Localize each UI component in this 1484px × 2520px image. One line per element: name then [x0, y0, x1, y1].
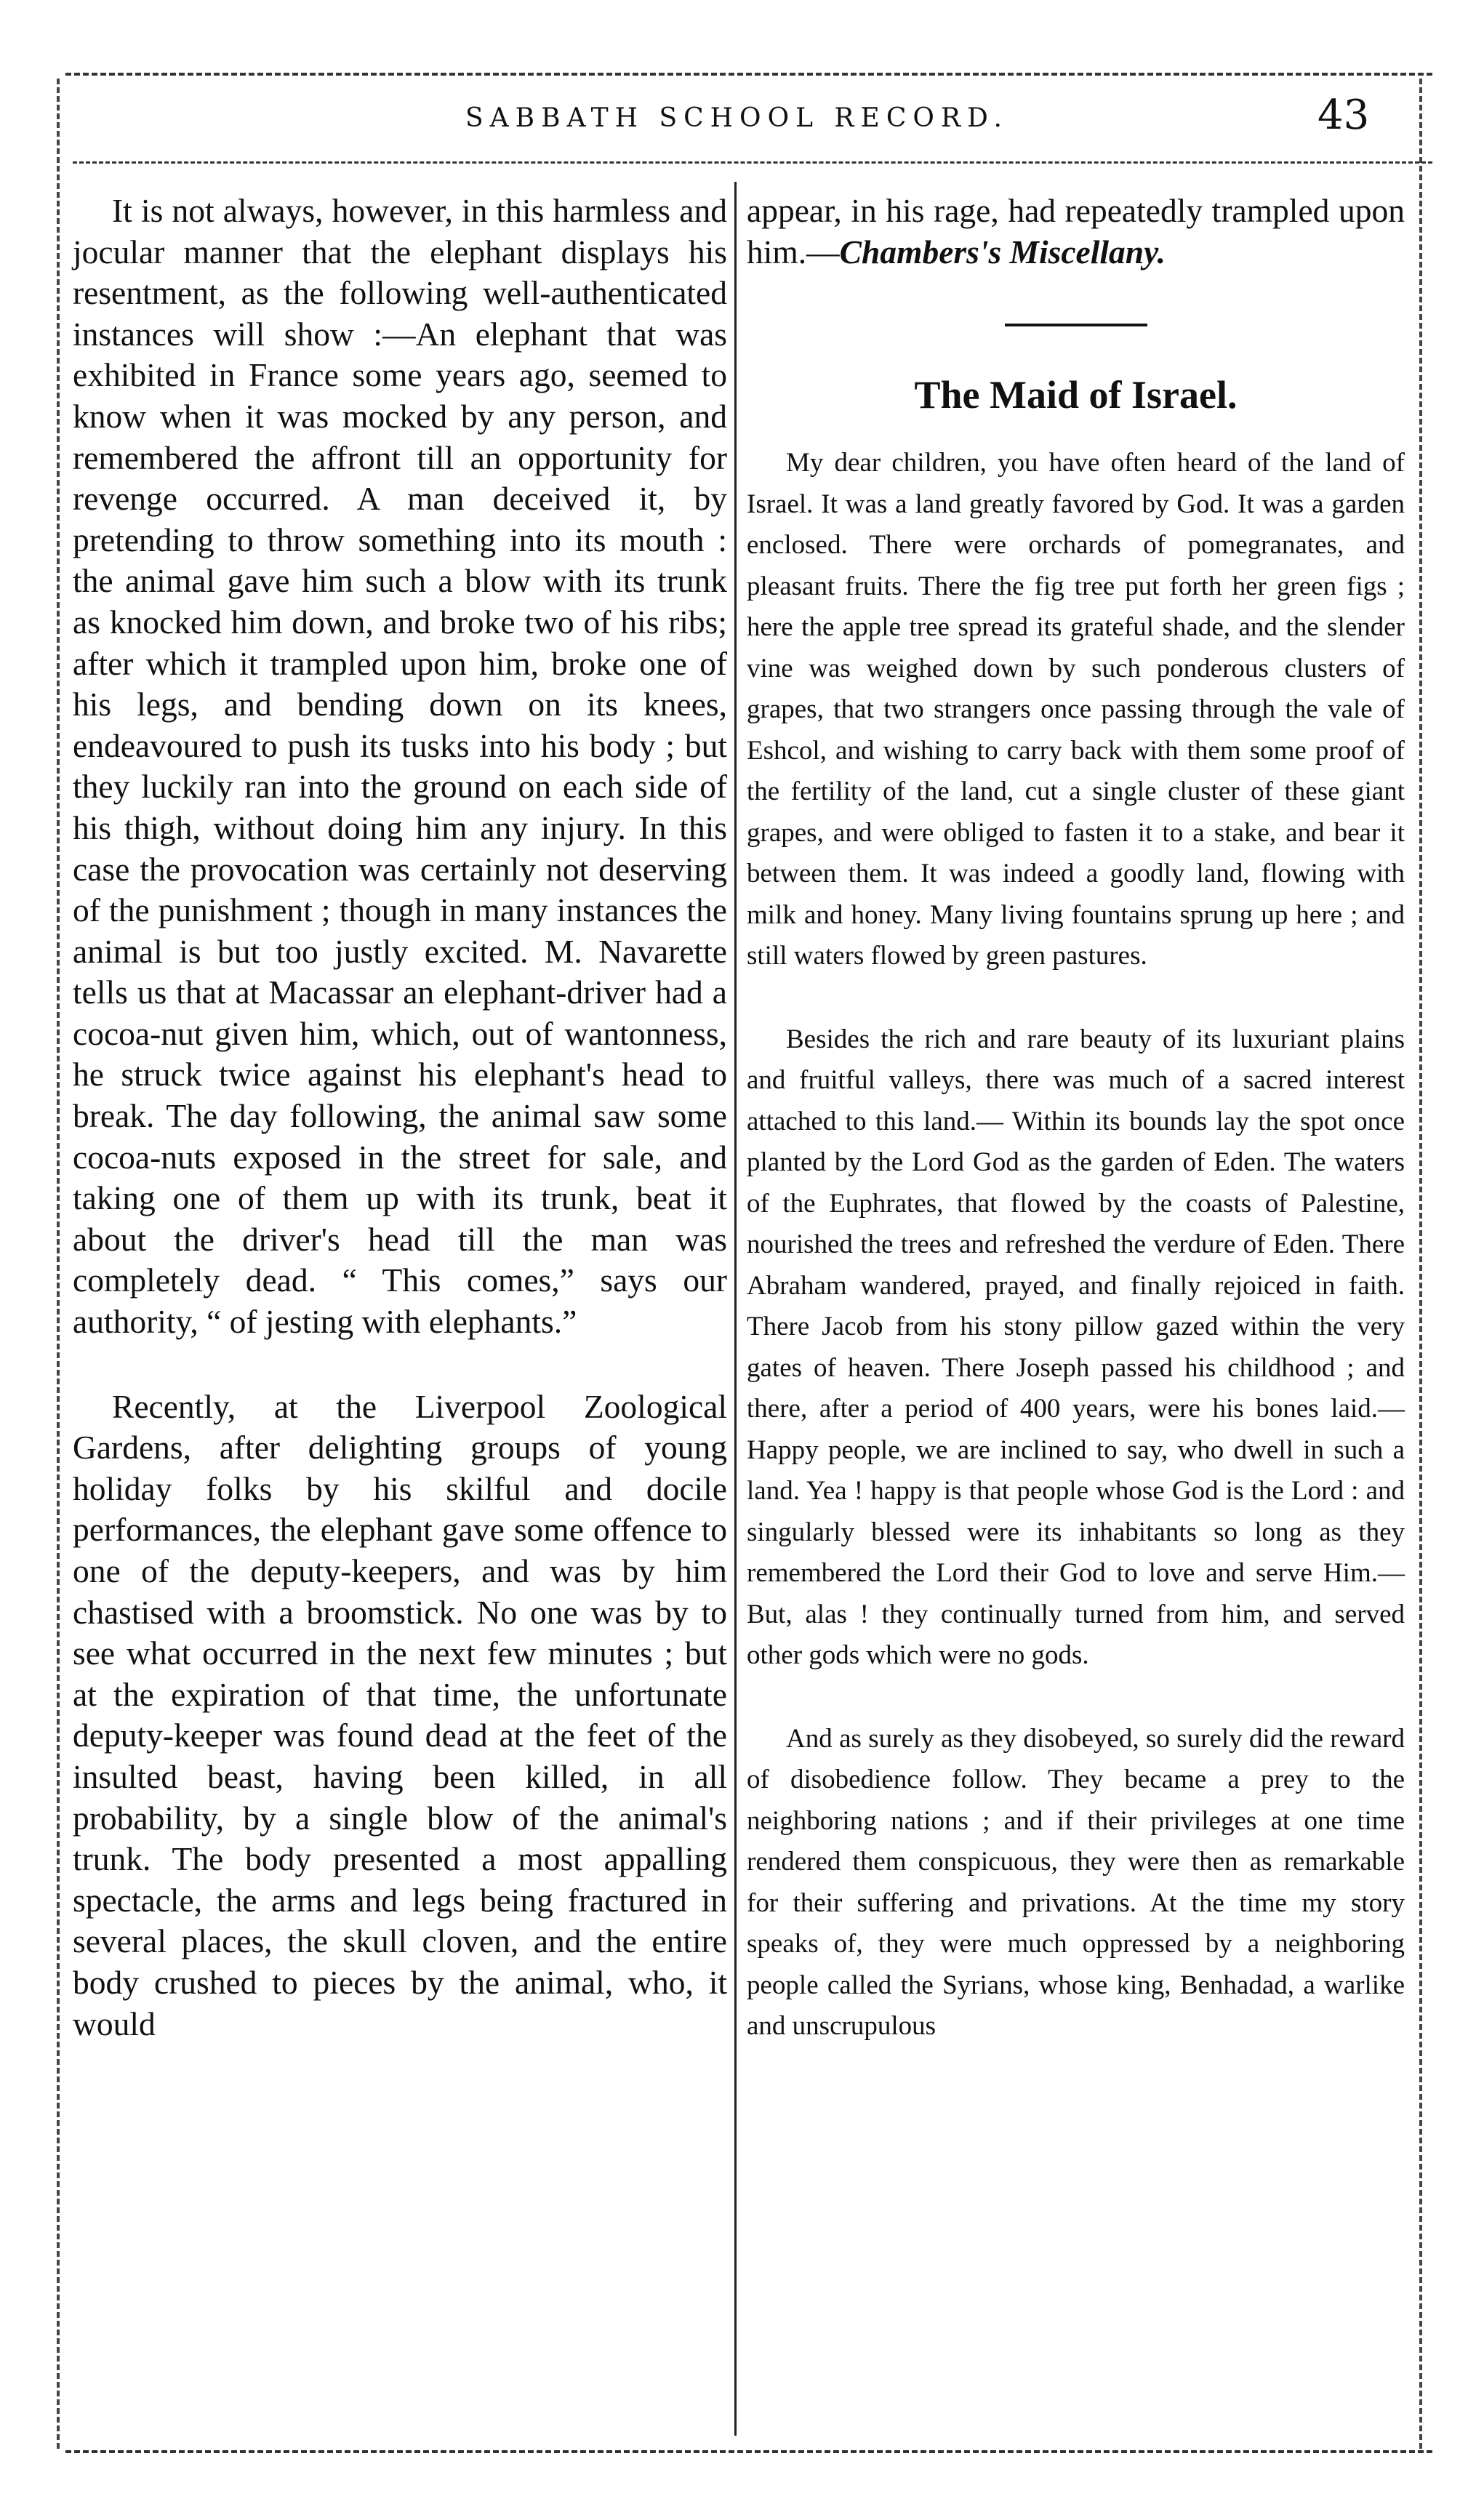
elephant-paragraph-1: It is not always, however, in this harmless and jocular manner that the elephant displays his resentment, as the following well-authenticated instances will show :—An elephant that was exhibited in France some years ago, seemed to know when it was mocked by any person, and remembered the affront till an opportunity for revenge occurred. A man deceived it, by pretending to throw something into its mouth : the animal gave him such a blow with its trunk as knocked him down, and broke two of his ribs; after which it trampled upon him, broke one of his legs, and bending down on its knees, endeavoured to push its tusks into his body ; but they luckily ran into the ground on each side of his thigh, without doing him any injury. In this case the provocation was certainly not deserving of the punishment ; though in many instances the animal is but too justly excited. M. Navarette tells us that at Macassar an elephant-driver had a cocoa-nut given him, which, out of wantonness, he struck twice against his elephant's head to break. The day following, the animal saw some cocoa-nuts exposed in the street for sale, and taking one of them up with its trunk, beat it about the driver's head till the man was completely dead. “ This comes,” says our authority, “ of jesting with elephants.”	[73, 192, 727, 1341]
section-separator	[1005, 324, 1147, 326]
page-number: 43	[1317, 92, 1370, 139]
elephant-paragraph-2: Recently, at the Liverpool Zoological Gardens, after delighting groups of young holiday folks by his skilful and docile performances, the elephant gave some offence to one of the deputy-keepers, and was by him chastised with a broomstick. No one was by to see what occurred in the next few minutes ; but at the expiration of that time, the unfortunate deputy-keeper was found dead at the feet of the insulted beast, having been killed, in all probability, by a single blow of the animal's trunk. The body presented a most appalling spectacle, the arms and legs being fractured in several places, the skull cloven, and the entire body crushed to pieces by the animal, who, it would	[73, 1387, 727, 2042]
left-column	[73, 190, 727, 2045]
article-title: The Maid of Israel.	[914, 373, 1238, 417]
bottom-border	[65, 2450, 1432, 2453]
maid-paragraph-3: And as surely as they disobeyed, so surely did the reward of disobedience follow. They became a prey to the neighboring nations ; and if their privileges at one time rendered them conspicuous, they were then as remarkable for their suffering and privations. At the time my story speaks of, they were much oppressed by a neighboring people called the Syrians, whose king, Benhadad, a warlike and unscrupulous	[747, 1723, 1405, 2042]
page-header	[0, 87, 1484, 145]
continued-text	[747, 190, 1405, 273]
top-border	[65, 73, 1432, 76]
right-border	[1419, 79, 1422, 2449]
source-credit: Chambers's Miscellany.	[839, 233, 1166, 270]
column-divider	[734, 182, 737, 2436]
right-column	[747, 190, 1405, 2047]
maid-paragraph-1: My dear children, you have often heard of the land of Israel. It was a land greatly favored by God. It was a garden enclosed. There were orchards of pomegranates, and pleasant fruits. There the fig tree put forth her green figs ; here the apple tree spread its grateful shade, and the slender vine was weighed down by such ponderous clusters of grapes, that two strangers once passing through the vale of Eshcol, and wishing to carry back with them some proof of the fertility of the land, cut a single cluster of these giant grapes, and were obliged to fasten it to a stake, and bear it between them. It was indeed a goodly land, flowing with milk and honey. Many living fountains sprung up here ; and still waters flowed by green pastures.	[747, 448, 1405, 971]
continued-sentence: appear, in his rage, had repeatedly trampled upon him.—	[747, 192, 1405, 270]
header-underline	[73, 161, 1432, 164]
maid-paragraph-2: Besides the rich and rare beauty of its luxuriant plains and fruitful valleys, there was much of a sacred interest attached to this land.— Within its bounds lay the spot once planted by the Lord God as the garden of Eden. The waters of the Euphrates, that flowed by the coasts of Palestine, nourished the trees and refreshed the verdure of Eden. There Abraham wandered, prayed, and finally rejoiced in faith. There Jacob from his stony pillow gazed within the very gates of heaven. There Joseph passed his childhood ; and there, after a period of 400 years, were his bones laid.—Happy people, we are inclined to say, who dwell in such a land. Yea ! happy is that people whose God is the Lord : and singularly blessed were its inhabitants so long as they remembered the Lord their God to love and serve Him.— But, alas ! they continually turned from him, and served other gods which were no gods.	[747, 1024, 1405, 1671]
left-border	[57, 79, 60, 2449]
running-head: SABBATH SCHOOL RECORD.	[465, 103, 1008, 133]
